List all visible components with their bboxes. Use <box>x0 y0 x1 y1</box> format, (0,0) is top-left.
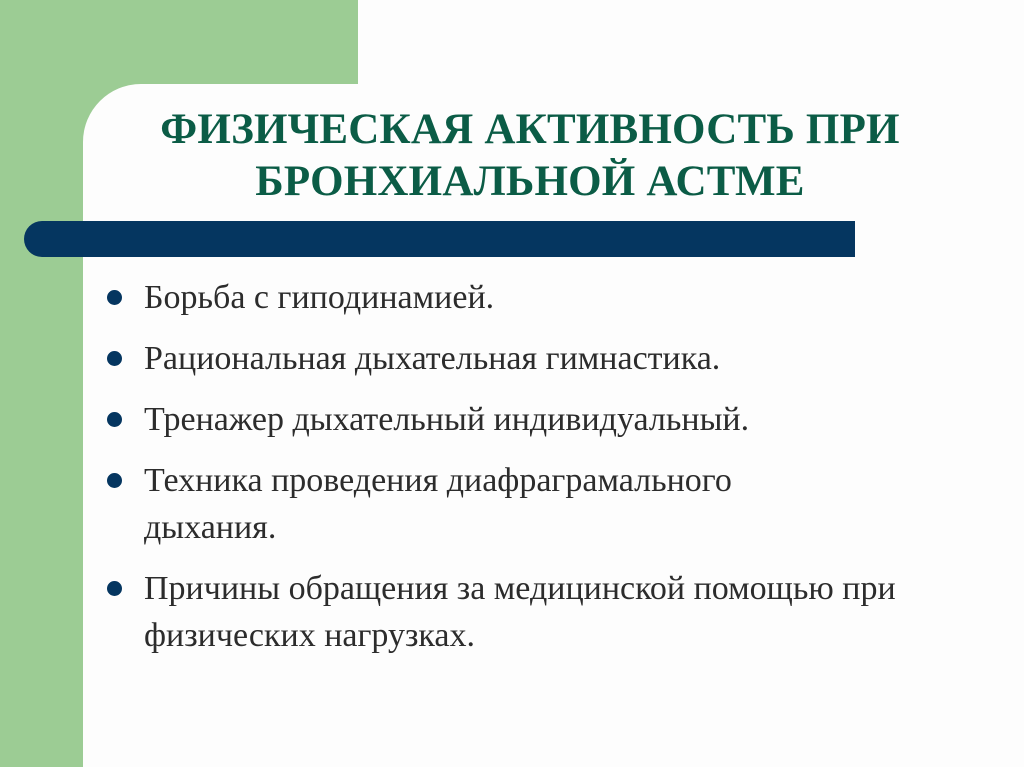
bullet-item-diaphragmatic-breathing <box>104 457 844 551</box>
bullet-text: Тренажер дыхательный индивидуальный. <box>144 401 750 438</box>
bullet-dot-icon <box>107 290 122 305</box>
bullet-dot-icon <box>107 412 122 427</box>
bullet-item-breathing-trainer <box>104 396 984 443</box>
top-white-area <box>358 0 1024 84</box>
bullet-list <box>104 274 984 673</box>
slide-title-line-2: БРОНХИАЛЬНОЙ АСТМЕ <box>255 158 805 205</box>
slide-title <box>120 104 940 208</box>
bullet-text: Борьба с гиподинамией. <box>144 279 495 316</box>
bullet-dot-icon <box>107 351 122 366</box>
bullet-item-breathing-gymnastics <box>104 335 984 382</box>
bullet-text: Техника проведения диафраграмального дыхания. <box>144 462 732 546</box>
bullet-item-medical-help <box>104 565 974 659</box>
slide-title-line-1: ФИЗИЧЕСКАЯ АКТИВНОСТЬ ПРИ <box>160 106 900 153</box>
title-underline-bar <box>24 221 855 257</box>
bullet-item-hypodynamia <box>104 274 984 321</box>
bullet-dot-icon <box>107 581 122 596</box>
bullet-dot-icon <box>107 473 122 488</box>
bullet-text: Рациональная дыхательная гимнастика. <box>144 340 721 377</box>
bullet-text: Причины обращения за медицинской помощью при физических нагрузках. <box>144 570 896 654</box>
